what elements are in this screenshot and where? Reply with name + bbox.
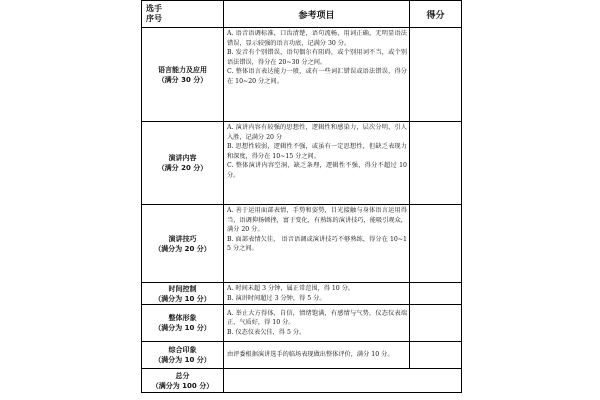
reference-item-header: 参考项目: [224, 1, 410, 28]
criteria-cell: [224, 205, 410, 283]
category-cell: [142, 369, 224, 393]
category-max: （满分 30 分）: [157, 75, 208, 84]
criteria-cell: [224, 28, 410, 122]
category-max: （满分 20 分）: [157, 164, 208, 172]
scoring-table: [141, 0, 462, 393]
criterion: B. 思想性较弱，逻辑性不强，或虽有一定思想性，但缺乏表现力和深度，得分在 10~15 分之间。: [227, 143, 407, 160]
criterion: 由评委根据演讲选手的临场表现做出整体评价，满分 10 分。: [227, 351, 394, 359]
criterion: B. 仪态仪表欠佳，得 5 分。: [227, 328, 306, 336]
criterion: B. 发音有个别错误，语句偶尔有阻碍，或个别用词不当，或个别语法错误，得分在 20~30 分之间。: [227, 49, 407, 66]
category-title: 综合印象: [168, 346, 197, 355]
criterion: C. 整体语言表达能力一般，或有一些词汇错误或语法错误，得分在 10~20 分之间。: [227, 68, 407, 85]
contestant-number-header: [142, 1, 224, 28]
category-title: 时间控制: [168, 284, 197, 293]
score-input-cell[interactable]: [410, 205, 462, 283]
criteria-cell: [224, 342, 410, 369]
criterion: A. 语音语调标准，口齿清楚，语句流畅，用词正确，无明显语法错误，显示较强的语言功底，记满分 30 分。: [227, 30, 407, 47]
table-row: [142, 342, 462, 369]
score-input-cell[interactable]: [410, 305, 462, 342]
category-max: （满分为 10 分）: [154, 324, 211, 333]
criterion: A. 演讲内容有较强的思想性，逻辑性和感染力，层次分明，引人入胜，记满分 20 分: [227, 124, 407, 141]
criteria-cell: [224, 122, 410, 205]
score-input-cell[interactable]: [410, 28, 462, 122]
criteria-cell: [224, 305, 410, 342]
total-score-cell[interactable]: [224, 369, 462, 393]
score-header: 得分: [410, 1, 462, 28]
score-input-cell[interactable]: [410, 342, 462, 369]
table-row: [142, 283, 462, 305]
criterion: C. 整体演讲内容空洞，缺乏条理，逻辑性不强，得分不超过 10 分。: [227, 162, 407, 179]
total-row: [142, 369, 462, 393]
table-row: [142, 28, 462, 122]
table-row: [142, 205, 462, 283]
category-title: 演讲内容: [168, 154, 197, 162]
table-row: [142, 122, 462, 205]
criterion: A. 举止大方得体，自信，情绪饱满，有感情与气势，仪态仪表端正，气质好，得 10 分。: [227, 309, 407, 327]
criteria-cell: [224, 283, 410, 305]
criterion: A. 时间未超 3 分钟，属正常范围，得 10 分。: [227, 285, 355, 292]
category-cell: [142, 205, 224, 283]
category-cell: [142, 342, 224, 369]
score-input-cell[interactable]: [410, 283, 462, 305]
criterion: A. 善于运用面部表情，手势和姿势，目光接触与身体语言运用得当，语调抑扬顿挫，富于变化，有熟练的演讲技巧，能吸引观众，满分 20 分。: [227, 207, 407, 234]
criterion: B. 面部表情欠佳， 语音语调或演讲技巧不够熟练，得分在 10~15 分之间。: [227, 235, 407, 253]
total-title: 总分: [175, 371, 190, 380]
header-row: [142, 1, 462, 28]
category-max: （满分为 20 分）: [154, 244, 211, 253]
category-cell: [142, 122, 224, 205]
contestant-number-label: 选手 序号: [146, 4, 162, 23]
scoring-sheet: [141, 0, 461, 393]
category-title: 语言能力及应用: [158, 65, 207, 74]
category-cell: [142, 305, 224, 342]
category-cell: [142, 28, 224, 122]
score-input-cell[interactable]: [410, 122, 462, 205]
total-max: （满分为 100 分）: [151, 381, 214, 390]
table-row: [142, 305, 462, 342]
category-max: （满分为 10 分）: [154, 294, 211, 303]
criterion: B. 演讲时间超过 3 分钟，得 5 分。: [227, 294, 326, 302]
category-cell: [142, 283, 224, 305]
category-max: （满分为 10 分）: [154, 356, 211, 365]
category-title: 演讲技巧: [168, 234, 197, 243]
category-title: 整体形象: [168, 314, 197, 323]
